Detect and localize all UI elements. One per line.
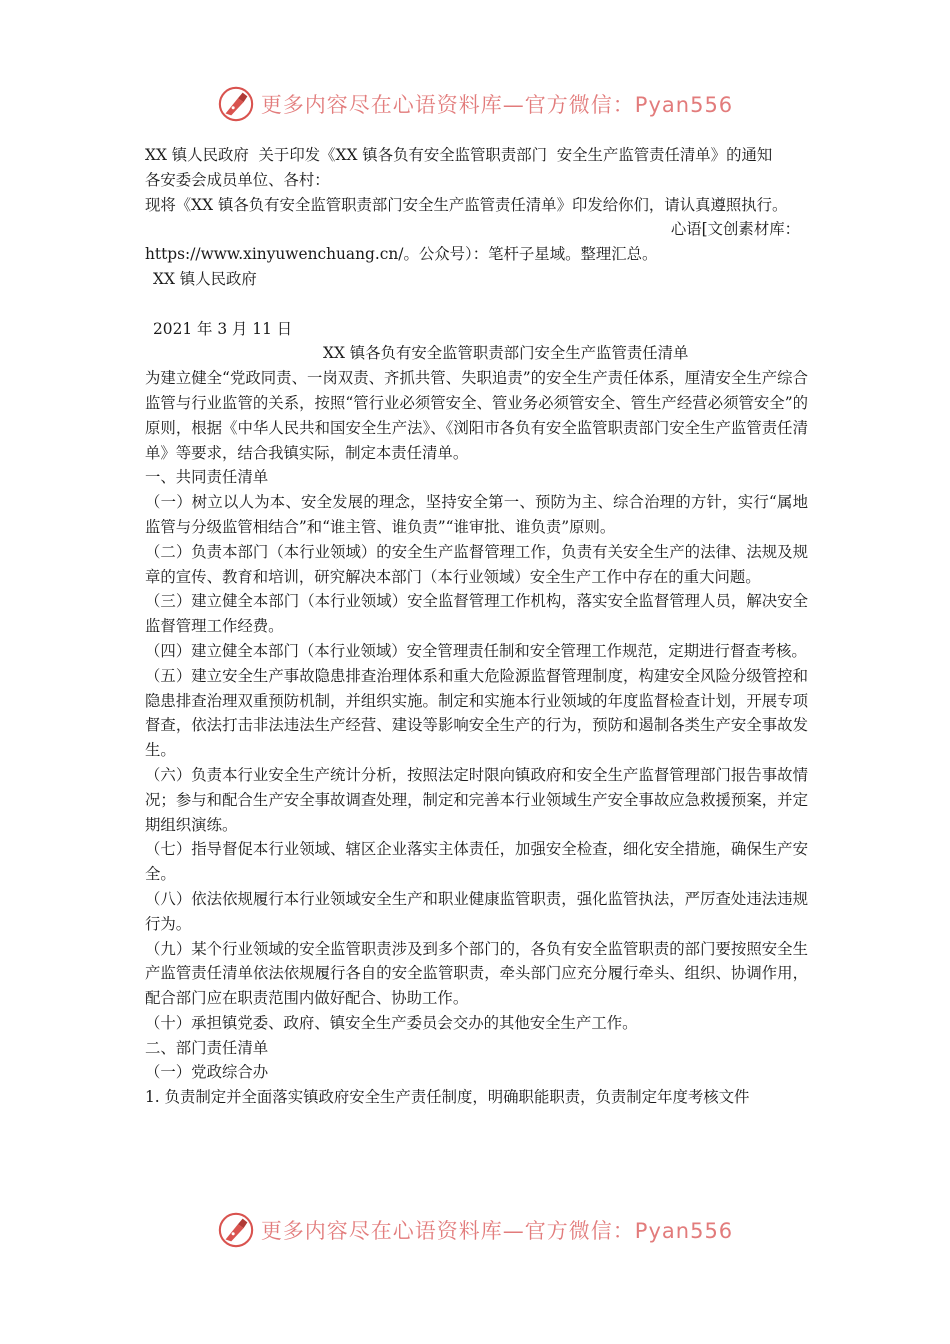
watermark-text: 更多内容尽在心语资料库—官方微信：Pyan556 bbox=[260, 93, 734, 117]
list-item: （四）建立健全本部门（本行业领域）安全管理责任制和安全管理工作规范，定期进行督查考核。 bbox=[145, 641, 807, 660]
document-body bbox=[145, 143, 808, 1110]
notice-text: 现将《XX 镇各负有安全监管职责部门安全生产监管责任清单》印发给你们，请认真遵照执行。 bbox=[145, 195, 788, 214]
watermark-top bbox=[0, 82, 950, 126]
doc-title: XX 镇各负有安全监管职责部门安全生产监管责任清单 bbox=[323, 344, 689, 363]
notice-title: XX 镇人民政府 关于印发《XX 镇各负有安全监管职责部门 安全生产监管责任清单》的通知 bbox=[145, 146, 773, 164]
pen-nib-icon bbox=[217, 1211, 255, 1249]
source-note: 心语[文创素材库： bbox=[670, 220, 800, 239]
section-heading: 二、部门责任清单 bbox=[145, 1038, 269, 1057]
list-item: （七）指导督促本行业领域、辖区企业落实主体责任，加强安全检查，细化安全措施，确保生产安全。 bbox=[145, 840, 808, 884]
subsection-heading: （一）党政综合办 bbox=[145, 1063, 269, 1082]
section-heading: 一、共同责任清单 bbox=[145, 468, 269, 487]
list-item: （一）树立以人为本、安全发展的理念，坚持安全第一、预防为主、综合治理的方针，实行“属地监管与分级监管相结合”和“谁主管、谁负责”“谁审批、谁负责”原则。 bbox=[145, 493, 808, 536]
signer: XX 镇人民政府 bbox=[153, 269, 257, 288]
issue-date: 2021 年 3 月 11 日 bbox=[153, 319, 293, 338]
pen-nib-icon bbox=[217, 85, 255, 123]
recipients: 各安委会成员单位、各村： bbox=[145, 170, 330, 189]
watermark-bottom bbox=[0, 1208, 950, 1252]
list-item: （二）负责本部门（本行业领域）的安全生产监督管理工作，负责有关安全生产的法律、法规及规章的宣传、教育和培训，研究解决本部门（本行业领域）安全生产工作中存在的重大问题。 bbox=[145, 542, 808, 586]
list-item: （六）负责本行业安全生产统计分析，按照法定时限向镇政府和安全生产监督管理部门报告事故情况；参与和配合生产安全事故调查处理，制定和完善本行业领域生产安全事故应急救援预案，并定期组织演练。 bbox=[145, 765, 808, 834]
list-item: （八）依法依规履行本行业领域安全生产和职业健康监管职责，强化监管执法，严厉查处违法违规行为。 bbox=[145, 889, 808, 933]
watermark-text: 更多内容尽在心语资料库—官方微信：Pyan556 bbox=[260, 1219, 734, 1243]
list-item: 1. 负责制定并全面落实镇政府安全生产责任制度，明确职能职责，负责制定年度考核文件 bbox=[145, 1088, 750, 1107]
intro-paragraph: 为建立健全“党政同责、一岗双责、齐抓共管、失职追责”的安全生产责任体系，厘清安全生产综合监管与行业监管的关系，按照“管行业必须管安全、管业务必须管安全、管生产经营必须管安全”的原则，根据《中华人民共和国安全生产法》、《浏阳市各负有安全监管职责部门安全生产监管责任清单》等要求，结合我镇实际，制定本责任清单。 bbox=[145, 369, 808, 462]
list-item: （五）建立安全生产事故隐患排查治理体系和重大危险源监督管理制度，构建安全风险分级管控和隐患排查治理双重预防机制，并组织实施。制定和实施本行业领域的年度监督检查计划，开展专项督查，依法打击非法违法生产经营、建设等影响安全生产的行为，预防和遏制各类生产安全事故发生。 bbox=[145, 666, 808, 760]
list-item: （十）承担镇党委、政府、镇安全生产委员会交办的其他安全生产工作。 bbox=[145, 1013, 638, 1032]
list-item: （三）建立健全本部门（本行业领域）安全监督管理工作机构，落实安全监督管理人员，解决安全监督管理工作经费。 bbox=[145, 592, 808, 636]
list-item: （九）某个行业领域的安全监管职责涉及到多个部门的，各负有安全监管职责的部门要按照安全生产监管责任清单依法依规履行各自的安全监管职责，牵头部门应充分履行牵头、组织、协调作用，配合部门应在职责范围内做好配合、协助工作。 bbox=[145, 939, 808, 1008]
source-url: https://www.xinyuwenchuang.cn/。公众号）：笔杆子星域。整理汇总。 bbox=[145, 245, 658, 264]
